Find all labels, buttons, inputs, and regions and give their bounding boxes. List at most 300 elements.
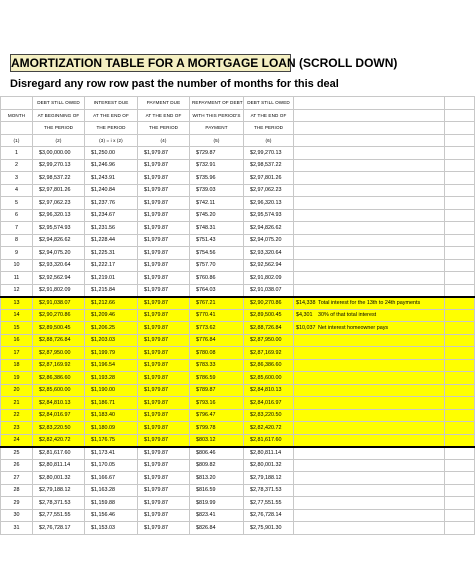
value-cell[interactable]: $1,979.87 — [138, 147, 190, 160]
empty-cell[interactable] — [445, 109, 475, 122]
value-cell[interactable]: $1,212.66 — [85, 297, 138, 310]
value-cell[interactable]: $2,78,371.53 — [33, 497, 85, 510]
empty-cell[interactable] — [445, 384, 475, 397]
column-number[interactable]: (6) — [244, 134, 294, 147]
value-cell[interactable]: $1,979.87 — [138, 422, 190, 435]
month-cell[interactable]: 27 — [1, 472, 33, 485]
empty-cell[interactable] — [445, 472, 475, 485]
value-cell[interactable]: $2,80,811.14 — [33, 459, 85, 472]
month-cell[interactable]: 3 — [1, 172, 33, 185]
value-cell[interactable]: $1,237.76 — [85, 197, 138, 210]
column-header[interactable]: MONTH — [1, 109, 33, 122]
value-cell[interactable]: $1,979.87 — [138, 209, 190, 222]
column-header[interactable]: THE PERIOD — [138, 122, 190, 135]
empty-cell[interactable] — [294, 484, 445, 497]
value-cell[interactable]: $1,173.41 — [85, 447, 138, 460]
month-cell[interactable]: 9 — [1, 247, 33, 260]
value-cell[interactable]: $1,193.28 — [85, 372, 138, 385]
empty-cell[interactable] — [294, 147, 445, 160]
value-cell[interactable]: $2,94,075.20 — [33, 247, 85, 260]
value-cell[interactable]: $767.21 — [190, 297, 244, 310]
value-cell[interactable]: $793.16 — [190, 397, 244, 410]
value-cell[interactable]: $1,979.87 — [138, 509, 190, 522]
value-cell[interactable]: $1,979.87 — [138, 197, 190, 210]
column-number[interactable]: (3) = i x (2) — [85, 134, 138, 147]
empty-cell[interactable] — [445, 409, 475, 422]
value-cell[interactable]: $1,159.88 — [85, 497, 138, 510]
month-cell[interactable]: 5 — [1, 197, 33, 210]
empty-cell[interactable] — [445, 159, 475, 172]
column-header[interactable]: PAYMENT — [190, 122, 244, 135]
empty-cell[interactable] — [445, 447, 475, 460]
value-cell[interactable]: $1,215.84 — [85, 284, 138, 297]
empty-cell[interactable] — [294, 234, 445, 247]
value-cell[interactable]: $809.82 — [190, 459, 244, 472]
empty-cell[interactable] — [294, 497, 445, 510]
empty-cell[interactable] — [445, 372, 475, 385]
value-cell[interactable]: $745.20 — [190, 209, 244, 222]
value-cell[interactable]: $2,96,320.13 — [33, 209, 85, 222]
value-cell[interactable]: $2,86,386.60 — [244, 359, 294, 372]
value-cell[interactable]: $2,80,001.32 — [244, 459, 294, 472]
value-cell[interactable]: $1,209.46 — [85, 309, 138, 322]
month-cell[interactable]: 12 — [1, 284, 33, 297]
empty-cell[interactable] — [445, 422, 475, 435]
empty-cell[interactable] — [445, 309, 475, 322]
value-cell[interactable]: $2,84,810.13 — [244, 384, 294, 397]
empty-cell[interactable] — [445, 322, 475, 335]
value-cell[interactable]: $1,234.67 — [85, 209, 138, 222]
empty-cell[interactable] — [294, 359, 445, 372]
month-cell[interactable]: 21 — [1, 397, 33, 410]
column-header[interactable] — [1, 97, 33, 110]
empty-cell[interactable] — [445, 334, 475, 347]
table-row — [1, 284, 475, 297]
month-cell[interactable]: 1 — [1, 147, 33, 160]
table-row — [1, 147, 475, 160]
value-cell[interactable]: $2,94,826.62 — [244, 222, 294, 235]
note-cell[interactable] — [294, 297, 445, 310]
empty-cell[interactable] — [445, 134, 475, 147]
value-cell[interactable]: $2,85,600.00 — [33, 384, 85, 397]
empty-cell[interactable] — [294, 347, 445, 360]
value-cell[interactable]: $2,93,320.64 — [244, 247, 294, 260]
month-cell[interactable]: 24 — [1, 434, 33, 447]
value-cell[interactable]: $1,166.67 — [85, 472, 138, 485]
table-row — [1, 397, 475, 410]
value-cell[interactable]: $1,222.17 — [85, 259, 138, 272]
value-cell[interactable]: $2,85,600.00 — [244, 372, 294, 385]
empty-cell[interactable] — [445, 459, 475, 472]
value-cell[interactable]: $1,979.87 — [138, 234, 190, 247]
month-cell[interactable]: 4 — [1, 184, 33, 197]
value-cell[interactable]: $2,87,169.92 — [244, 347, 294, 360]
value-cell[interactable]: $2,92,562.94 — [244, 259, 294, 272]
value-cell[interactable]: $1,979.87 — [138, 409, 190, 422]
value-cell[interactable]: $1,979.87 — [138, 434, 190, 447]
value-cell[interactable]: $732.91 — [190, 159, 244, 172]
value-cell[interactable]: $2,92,562.94 — [33, 272, 85, 285]
value-cell[interactable]: $2,83,220.50 — [244, 409, 294, 422]
value-cell[interactable]: $1,979.87 — [138, 497, 190, 510]
value-cell[interactable]: $1,225.31 — [85, 247, 138, 260]
value-cell[interactable]: $2,79,188.12 — [244, 472, 294, 485]
header-row — [1, 122, 475, 135]
value-cell[interactable]: $2,97,062.23 — [33, 197, 85, 210]
empty-cell[interactable] — [294, 509, 445, 522]
value-cell[interactable]: $1,979.87 — [138, 484, 190, 497]
empty-cell[interactable] — [294, 259, 445, 272]
empty-cell[interactable] — [445, 347, 475, 360]
value-cell[interactable]: $1,240.84 — [85, 184, 138, 197]
empty-cell[interactable] — [294, 122, 445, 135]
column-header[interactable]: THE PERIOD — [33, 122, 85, 135]
value-cell[interactable]: $2,87,950.00 — [244, 334, 294, 347]
value-cell[interactable]: $1,219.01 — [85, 272, 138, 285]
value-cell[interactable]: $2,76,728.17 — [33, 522, 85, 535]
value-cell[interactable]: $2,96,320.13 — [244, 197, 294, 210]
column-number[interactable]: (5) — [190, 134, 244, 147]
month-cell[interactable]: 18 — [1, 359, 33, 372]
empty-cell[interactable] — [445, 209, 475, 222]
empty-cell[interactable] — [294, 422, 445, 435]
value-cell[interactable]: $2,98,537.22 — [33, 172, 85, 185]
value-cell[interactable]: $2,99,270.13 — [33, 159, 85, 172]
empty-cell[interactable] — [445, 397, 475, 410]
value-cell[interactable]: $803.12 — [190, 434, 244, 447]
value-cell[interactable]: $2,86,386.60 — [33, 372, 85, 385]
value-cell[interactable]: $2,84,016.97 — [33, 409, 85, 422]
value-cell[interactable]: $1,206.25 — [85, 322, 138, 335]
value-cell[interactable]: $2,79,188.12 — [33, 484, 85, 497]
value-cell[interactable]: $760.86 — [190, 272, 244, 285]
value-cell[interactable]: $2,80,811.14 — [244, 447, 294, 460]
empty-cell[interactable] — [445, 122, 475, 135]
empty-cell[interactable] — [294, 159, 445, 172]
value-cell[interactable]: $2,97,062.23 — [244, 184, 294, 197]
value-cell[interactable]: $2,88,726.84 — [244, 322, 294, 335]
empty-cell[interactable] — [294, 134, 445, 147]
empty-cell[interactable] — [445, 197, 475, 210]
month-cell[interactable]: 10 — [1, 259, 33, 272]
value-cell[interactable]: $1,250.00 — [85, 147, 138, 160]
value-cell[interactable]: $2,91,802.09 — [244, 272, 294, 285]
table-row — [1, 372, 475, 385]
table-row — [1, 447, 475, 460]
value-cell[interactable]: $2,93,320.64 — [33, 259, 85, 272]
value-cell[interactable]: $2,76,728.14 — [244, 509, 294, 522]
empty-cell[interactable] — [445, 172, 475, 185]
value-cell[interactable]: $1,979.87 — [138, 297, 190, 310]
value-cell[interactable]: $823.41 — [190, 509, 244, 522]
empty-cell[interactable] — [294, 172, 445, 185]
empty-cell[interactable] — [445, 147, 475, 160]
value-cell[interactable]: $1,183.40 — [85, 409, 138, 422]
table-row — [1, 159, 475, 172]
value-cell[interactable]: $2,99,270.13 — [244, 147, 294, 160]
empty-cell[interactable] — [445, 222, 475, 235]
empty-cell[interactable] — [294, 522, 445, 535]
column-header[interactable]: WITH THIS PERIOD'S — [190, 109, 244, 122]
value-cell[interactable]: $2,84,016.97 — [244, 397, 294, 410]
value-cell[interactable]: $2,82,420.72 — [244, 422, 294, 435]
value-cell[interactable]: $2,90,270.86 — [33, 309, 85, 322]
column-header[interactable]: AT THE END OF — [138, 109, 190, 122]
empty-cell[interactable] — [445, 247, 475, 260]
value-cell[interactable]: $1,153.03 — [85, 522, 138, 535]
empty-cell[interactable] — [294, 459, 445, 472]
month-cell[interactable]: 7 — [1, 222, 33, 235]
value-cell[interactable]: $2,98,537.22 — [244, 159, 294, 172]
value-cell[interactable]: $2,97,801.26 — [244, 172, 294, 185]
empty-cell[interactable] — [445, 297, 475, 310]
empty-cell[interactable] — [294, 472, 445, 485]
month-cell[interactable]: 6 — [1, 209, 33, 222]
value-cell[interactable]: $1,979.87 — [138, 159, 190, 172]
table-row — [1, 247, 475, 260]
value-cell[interactable]: $1,979.87 — [138, 359, 190, 372]
value-cell[interactable]: $1,979.87 — [138, 472, 190, 485]
empty-cell[interactable] — [294, 434, 445, 447]
value-cell[interactable]: $1,979.87 — [138, 347, 190, 360]
note-cell[interactable] — [294, 309, 445, 322]
value-cell[interactable]: $2,94,075.20 — [244, 234, 294, 247]
month-cell[interactable]: 30 — [1, 509, 33, 522]
value-cell[interactable]: $1,979.87 — [138, 522, 190, 535]
month-cell[interactable]: 2 — [1, 159, 33, 172]
empty-cell[interactable] — [294, 184, 445, 197]
value-cell[interactable]: $2,95,574.93 — [33, 222, 85, 235]
value-cell[interactable]: $813.20 — [190, 472, 244, 485]
value-cell[interactable]: $1,203.03 — [85, 334, 138, 347]
value-cell[interactable]: $1,979.87 — [138, 334, 190, 347]
column-number[interactable]: (1) — [1, 134, 33, 147]
table-row — [1, 259, 475, 272]
value-cell[interactable]: $2,77,551.55 — [33, 509, 85, 522]
table-row — [1, 347, 475, 360]
value-cell[interactable]: $2,91,038.07 — [244, 284, 294, 297]
value-cell[interactable]: $1,228.44 — [85, 234, 138, 247]
value-cell[interactable]: $739.03 — [190, 184, 244, 197]
note-amount: $10,037 — [296, 324, 316, 331]
value-cell[interactable]: $1,979.87 — [138, 384, 190, 397]
value-cell[interactable]: $799.78 — [190, 422, 244, 435]
value-cell[interactable]: $1,231.56 — [85, 222, 138, 235]
value-cell[interactable]: $2,82,420.72 — [33, 434, 85, 447]
value-cell[interactable]: $1,979.87 — [138, 322, 190, 335]
empty-cell[interactable] — [294, 384, 445, 397]
month-cell[interactable]: 11 — [1, 272, 33, 285]
empty-cell[interactable] — [445, 284, 475, 297]
value-cell[interactable]: $1,180.09 — [85, 422, 138, 435]
value-cell[interactable]: $2,95,574.93 — [244, 209, 294, 222]
value-cell[interactable]: $2,91,038.07 — [33, 297, 85, 310]
value-cell[interactable]: $2,80,001.32 — [33, 472, 85, 485]
value-cell[interactable]: $770.41 — [190, 309, 244, 322]
value-cell[interactable]: $786.59 — [190, 372, 244, 385]
value-cell[interactable]: $826.84 — [190, 522, 244, 535]
value-cell[interactable]: $754.56 — [190, 247, 244, 260]
column-header[interactable]: THE PERIOD — [244, 122, 294, 135]
column-header[interactable]: PAYMENT DUE — [138, 97, 190, 110]
value-cell[interactable]: $1,979.87 — [138, 459, 190, 472]
value-cell[interactable]: $773.62 — [190, 322, 244, 335]
value-cell[interactable]: $776.84 — [190, 334, 244, 347]
value-cell[interactable]: $806.46 — [190, 447, 244, 460]
empty-cell[interactable] — [445, 434, 475, 447]
empty-cell[interactable] — [445, 484, 475, 497]
empty-cell[interactable] — [294, 97, 445, 110]
value-cell[interactable]: $2,91,802.09 — [33, 284, 85, 297]
value-cell[interactable]: $1,979.87 — [138, 184, 190, 197]
table-row — [1, 434, 475, 447]
empty-cell[interactable] — [445, 359, 475, 372]
value-cell[interactable]: $2,83,220.50 — [33, 422, 85, 435]
value-cell[interactable]: $1,186.71 — [85, 397, 138, 410]
value-cell[interactable]: $2,84,810.13 — [33, 397, 85, 410]
value-cell[interactable]: $1,176.75 — [85, 434, 138, 447]
value-cell[interactable]: $1,156.46 — [85, 509, 138, 522]
empty-cell[interactable] — [294, 284, 445, 297]
table-row — [1, 234, 475, 247]
month-cell[interactable]: 28 — [1, 484, 33, 497]
value-cell[interactable]: $783.33 — [190, 359, 244, 372]
empty-cell[interactable] — [445, 272, 475, 285]
value-cell[interactable]: $1,979.87 — [138, 247, 190, 260]
header-row — [1, 109, 475, 122]
value-cell[interactable]: $1,199.79 — [85, 347, 138, 360]
month-cell[interactable]: 31 — [1, 522, 33, 535]
column-header[interactable]: INTEREST DUE — [85, 97, 138, 110]
value-cell[interactable]: $1,979.87 — [138, 272, 190, 285]
empty-cell[interactable] — [445, 509, 475, 522]
note-cell[interactable] — [294, 322, 445, 335]
value-cell[interactable]: $1,163.28 — [85, 484, 138, 497]
month-cell[interactable]: 22 — [1, 409, 33, 422]
month-cell[interactable]: 17 — [1, 347, 33, 360]
value-cell[interactable]: $1,190.00 — [85, 384, 138, 397]
empty-cell[interactable] — [445, 184, 475, 197]
month-cell[interactable]: 14 — [1, 309, 33, 322]
value-cell[interactable]: $1,243.91 — [85, 172, 138, 185]
empty-cell[interactable] — [294, 447, 445, 460]
table-row — [1, 484, 475, 497]
empty-cell[interactable] — [294, 109, 445, 122]
empty-cell[interactable] — [445, 259, 475, 272]
value-cell[interactable]: $2,78,371.53 — [244, 484, 294, 497]
value-cell[interactable]: $1,979.87 — [138, 284, 190, 297]
table-row — [1, 497, 475, 510]
value-cell[interactable]: $1,979.87 — [138, 259, 190, 272]
month-cell[interactable]: 16 — [1, 334, 33, 347]
month-cell[interactable]: 20 — [1, 384, 33, 397]
empty-cell[interactable] — [445, 234, 475, 247]
value-cell[interactable]: $1,979.87 — [138, 397, 190, 410]
value-cell[interactable]: $2,81,617.60 — [244, 434, 294, 447]
empty-cell[interactable] — [294, 397, 445, 410]
value-cell[interactable]: $796.47 — [190, 409, 244, 422]
value-cell[interactable]: $1,979.87 — [138, 222, 190, 235]
column-header[interactable]: DEBT STILL OWED — [244, 97, 294, 110]
column-header[interactable]: THE PERIOD — [85, 122, 138, 135]
empty-cell[interactable] — [294, 272, 445, 285]
value-cell[interactable]: $819.99 — [190, 497, 244, 510]
value-cell[interactable]: $757.70 — [190, 259, 244, 272]
table-row — [1, 359, 475, 372]
month-cell[interactable]: 13 — [1, 297, 33, 310]
month-cell[interactable]: 29 — [1, 497, 33, 510]
empty-cell[interactable] — [294, 247, 445, 260]
value-cell[interactable]: $735.96 — [190, 172, 244, 185]
column-header[interactable]: AT THE END OF — [244, 109, 294, 122]
empty-cell[interactable] — [294, 222, 445, 235]
value-cell[interactable]: $1,246.96 — [85, 159, 138, 172]
month-cell[interactable]: 8 — [1, 234, 33, 247]
column-header[interactable]: AT BEGINNING OF — [33, 109, 85, 122]
table-row — [1, 509, 475, 522]
value-cell[interactable]: $2,97,801.26 — [33, 184, 85, 197]
month-cell[interactable]: 19 — [1, 372, 33, 385]
value-cell[interactable]: $2,87,169.92 — [33, 359, 85, 372]
empty-cell[interactable] — [294, 409, 445, 422]
column-header[interactable]: AT THE END OF — [85, 109, 138, 122]
column-header[interactable]: REPAYMENT OF DEBT — [190, 97, 244, 110]
month-cell[interactable]: 23 — [1, 422, 33, 435]
empty-cell[interactable] — [445, 522, 475, 535]
month-cell[interactable]: 25 — [1, 447, 33, 460]
empty-cell[interactable] — [445, 497, 475, 510]
value-cell[interactable]: $751.43 — [190, 234, 244, 247]
column-number[interactable]: (2) — [33, 134, 85, 147]
value-cell[interactable]: $764.03 — [190, 284, 244, 297]
value-cell[interactable]: $1,979.87 — [138, 309, 190, 322]
value-cell[interactable]: $748.31 — [190, 222, 244, 235]
value-cell[interactable]: $2,88,726.84 — [33, 334, 85, 347]
empty-cell[interactable] — [294, 334, 445, 347]
value-cell[interactable]: $742.11 — [190, 197, 244, 210]
value-cell[interactable]: $1,196.54 — [85, 359, 138, 372]
table-row — [1, 322, 475, 335]
value-cell[interactable]: $1,979.87 — [138, 172, 190, 185]
column-header[interactable]: DEBT STILL OWED — [33, 97, 85, 110]
value-cell[interactable]: $816.59 — [190, 484, 244, 497]
empty-cell[interactable] — [294, 372, 445, 385]
value-cell[interactable]: $2,81,617.60 — [33, 447, 85, 460]
column-number[interactable]: (4) — [138, 134, 190, 147]
month-cell[interactable]: 15 — [1, 322, 33, 335]
value-cell[interactable]: $2,94,826.62 — [33, 234, 85, 247]
value-cell[interactable]: $2,75,901.30 — [244, 522, 294, 535]
value-cell[interactable]: $2,89,500.45 — [33, 322, 85, 335]
value-cell[interactable]: $729.87 — [190, 147, 244, 160]
value-cell[interactable]: $2,90,270.86 — [244, 297, 294, 310]
table-row — [1, 409, 475, 422]
value-cell[interactable]: $2,89,500.45 — [244, 309, 294, 322]
empty-cell[interactable] — [294, 197, 445, 210]
value-cell[interactable]: $789.87 — [190, 384, 244, 397]
value-cell[interactable]: $780.08 — [190, 347, 244, 360]
empty-cell[interactable] — [294, 209, 445, 222]
value-cell[interactable]: $1,170.05 — [85, 459, 138, 472]
value-cell[interactable]: $3,00,000.00 — [33, 147, 85, 160]
value-cell[interactable]: $1,979.87 — [138, 447, 190, 460]
value-cell[interactable]: $2,77,551.55 — [244, 497, 294, 510]
value-cell[interactable]: $2,87,950.00 — [33, 347, 85, 360]
empty-cell[interactable] — [445, 97, 475, 110]
column-header[interactable] — [1, 122, 33, 135]
month-cell[interactable]: 26 — [1, 459, 33, 472]
value-cell[interactable]: $1,979.87 — [138, 372, 190, 385]
